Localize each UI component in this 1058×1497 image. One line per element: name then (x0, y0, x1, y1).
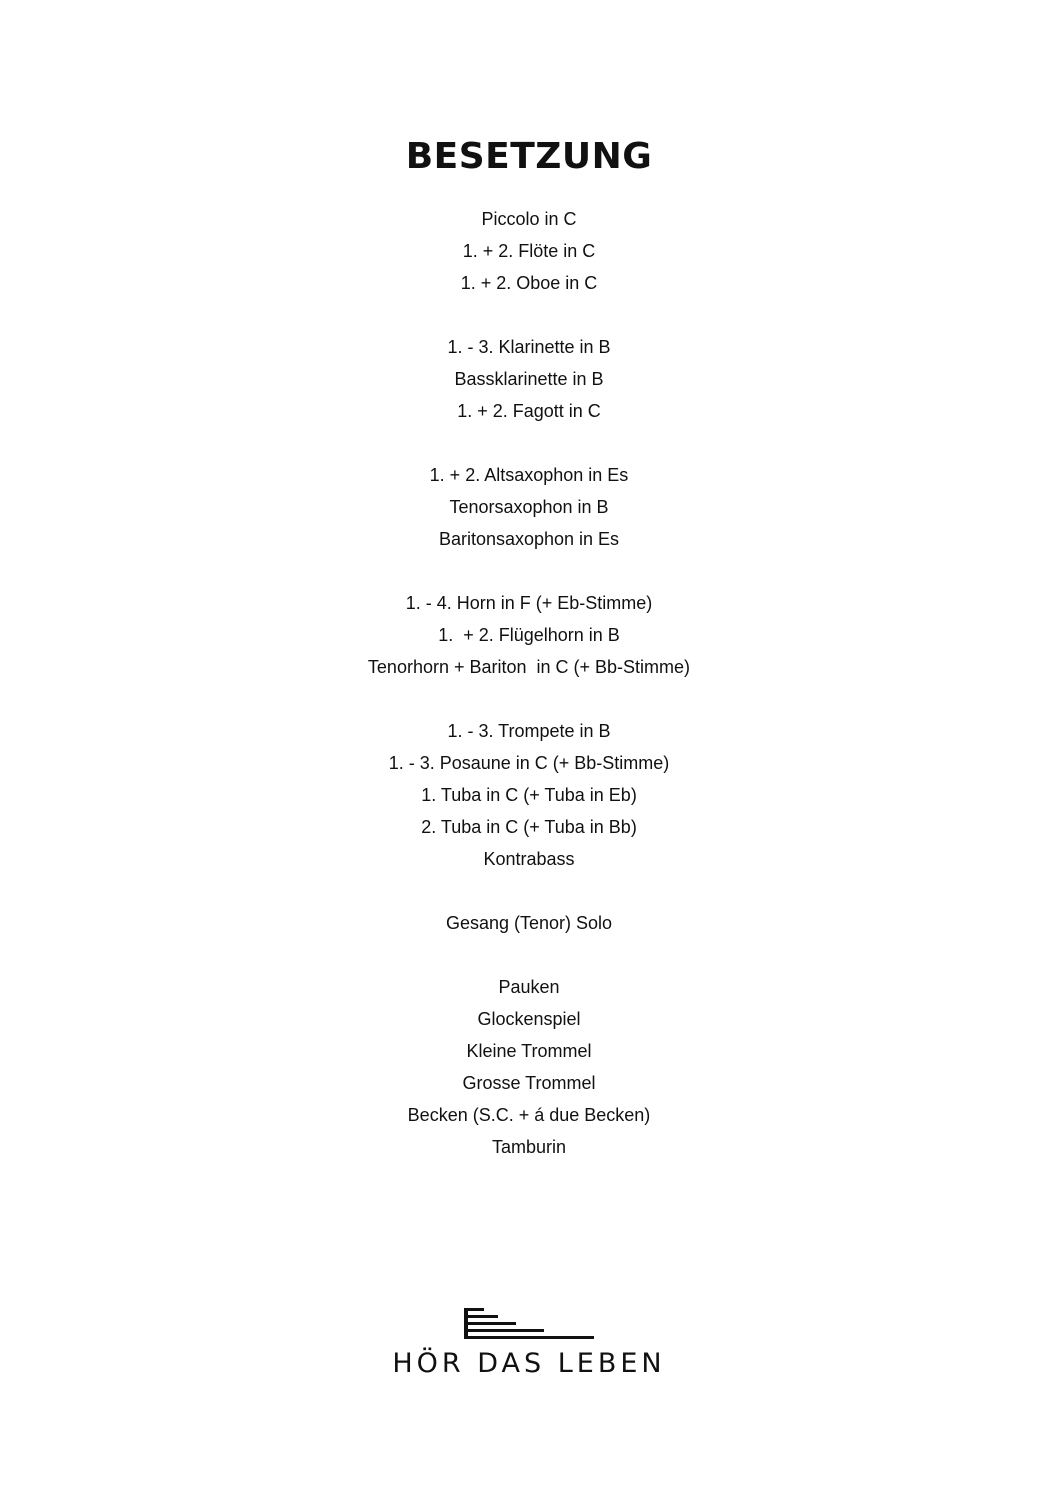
instrument-line: Becken (S.C. + á due Becken) (407, 1105, 651, 1125)
instrument-line: 1. + 2. Altsaxophon in Es (429, 465, 629, 485)
instrument-line: 1. + 2. Oboe in C (460, 273, 598, 293)
instrument-line: 1. - 3. Klarinette in B (447, 337, 611, 357)
instrument-group-brass-low (0, 715, 1058, 875)
logo-text: HÖR DAS LEBEN (392, 1348, 666, 1379)
instrument-line: Baritonsaxophon in Es (438, 529, 620, 549)
instrument-line: 1. + 2. Flügelhorn in B (438, 625, 620, 645)
instrument-line: Kontrabass (483, 849, 575, 869)
instrument-line: Glockenspiel (477, 1009, 581, 1029)
instrument-line: 1. + 2. Flöte in C (462, 241, 596, 261)
instrument-line: 1. - 3. Posaune in C (+ Bb-Stimme) (388, 753, 670, 773)
instrument-line: 1. + 2. Fagott in C (457, 401, 601, 421)
instrument-line: Tamburin (491, 1137, 567, 1157)
instrument-line: 1. Tuba in C (+ Tuba in Eb) (421, 785, 637, 805)
instrument-group-percussion (0, 971, 1058, 1163)
instrument-line: 1. - 3. Trompete in B (447, 721, 611, 741)
instrument-line: 2. Tuba in C (+ Tuba in Bb) (421, 817, 637, 837)
instrument-group-saxophones (0, 459, 1058, 555)
instrument-line: Grosse Trommel (462, 1073, 596, 1093)
instrument-group-horns (0, 587, 1058, 683)
instrument-line: Piccolo in C (481, 209, 577, 229)
instrument-group-flutes-oboes (0, 203, 1058, 299)
instrument-group-clarinets-bassoons (0, 331, 1058, 427)
instrument-line: Tenorhorn + Bariton in C (+ Bb-Stimme) (367, 657, 691, 677)
instrument-line: Pauken (498, 977, 560, 997)
instrument-group-vocal (0, 907, 1058, 939)
instrument-line: Bassklarinette in B (454, 369, 604, 389)
instrument-line: Tenorsaxophon in B (449, 497, 609, 517)
instrument-list (0, 203, 1058, 1195)
instrument-line: Kleine Trommel (466, 1041, 592, 1061)
instrument-line: 1. - 4. Horn in F (+ Eb-Stimme) (405, 593, 653, 613)
instrument-line: Gesang (Tenor) Solo (445, 913, 613, 933)
staff-lines-logo-icon (463, 1306, 595, 1342)
brand-logo (0, 1306, 1058, 1379)
page-title: BESETZUNG (405, 136, 653, 178)
